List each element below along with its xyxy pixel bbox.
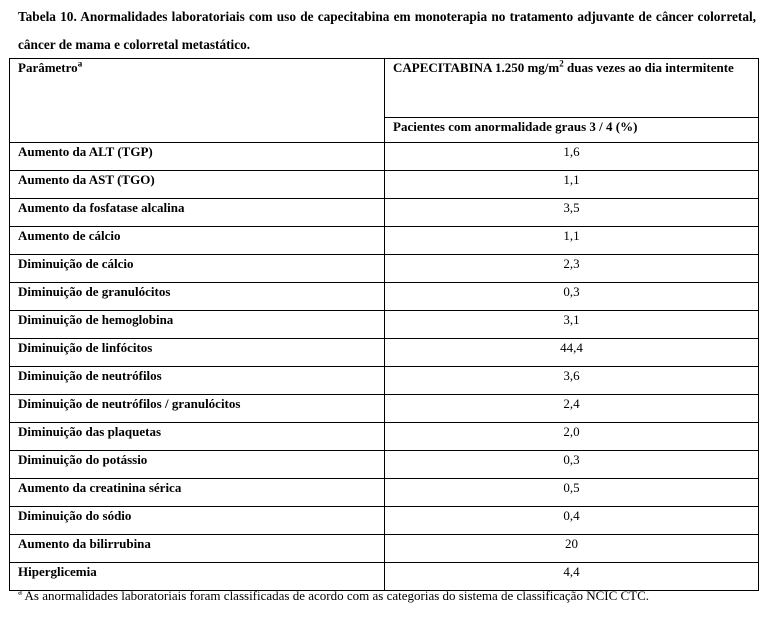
table-row bbox=[10, 171, 759, 199]
parameter-cell: Diminuição do potássio bbox=[10, 451, 385, 479]
table-row bbox=[10, 451, 759, 479]
percent-cell: 44,4 bbox=[385, 339, 759, 367]
table-row bbox=[10, 283, 759, 311]
table-row bbox=[10, 255, 759, 283]
parameter-cell: Diminuição de hemoglobina bbox=[10, 311, 385, 339]
header-parameter bbox=[10, 59, 385, 143]
parameter-cell: Diminuição do sódio bbox=[10, 507, 385, 535]
table-footnote bbox=[18, 585, 756, 607]
table-row bbox=[10, 423, 759, 451]
header-parameter-footnote-mark: a bbox=[77, 58, 83, 69]
parameter-cell: Aumento de cálcio bbox=[10, 227, 385, 255]
parameter-cell: Diminuição de cálcio bbox=[10, 255, 385, 283]
parameter-cell: Aumento da bilirrubina bbox=[10, 535, 385, 563]
parameter-cell: Diminuição de linfócitos bbox=[10, 339, 385, 367]
percent-cell: 4,4 bbox=[385, 563, 759, 591]
footnote-text: As anormalidades laboratoriais foram classificadas de acordo com as categorias do sistema de classificação NCIC CTC. bbox=[22, 588, 650, 603]
percent-cell: 0,4 bbox=[385, 507, 759, 535]
percent-cell: 3,1 bbox=[385, 311, 759, 339]
header-parameter-label: Parâmetro bbox=[18, 60, 78, 75]
percent-cell: 0,5 bbox=[385, 479, 759, 507]
table-row bbox=[10, 227, 759, 255]
parameter-cell: Diminuição de neutrófilos bbox=[10, 367, 385, 395]
percent-cell: 2,3 bbox=[385, 255, 759, 283]
parameter-cell: Aumento da fosfatase alcalina bbox=[10, 199, 385, 227]
parameter-cell: Aumento da creatinina sérica bbox=[10, 479, 385, 507]
footnote-mark: a bbox=[18, 586, 22, 597]
table-row bbox=[10, 535, 759, 563]
percent-cell: 2,4 bbox=[385, 395, 759, 423]
percent-cell: 0,3 bbox=[385, 283, 759, 311]
percent-cell: 20 bbox=[385, 535, 759, 563]
parameter-cell: Diminuição de granulócitos bbox=[10, 283, 385, 311]
table-row bbox=[10, 507, 759, 535]
percent-cell: 1,1 bbox=[385, 227, 759, 255]
table-row bbox=[10, 479, 759, 507]
header-drug-label-part2: duas vezes ao dia intermitente bbox=[563, 60, 734, 75]
table-row bbox=[10, 143, 759, 171]
table-caption: Tabela 10. Anormalidades laboratoriais com uso de capecitabina em monoterapia no tratamento adjuvante de câncer colorretal, câncer de mama e colorretal metastático. bbox=[18, 9, 756, 52]
header-drug-label-part1: CAPECITABINA 1.250 mg/m bbox=[393, 60, 560, 75]
parameter-cell: Aumento da ALT (TGP) bbox=[10, 143, 385, 171]
table-row bbox=[10, 311, 759, 339]
parameter-cell: Diminuição das plaquetas bbox=[10, 423, 385, 451]
parameter-cell: Aumento da AST (TGO) bbox=[10, 171, 385, 199]
header-drug-label-sup: 2 bbox=[559, 58, 564, 69]
table-row bbox=[10, 339, 759, 367]
header-grade-percent: Pacientes com anormalidade graus 3 / 4 (%) bbox=[385, 118, 759, 143]
parameter-cell: Hiperglicemia bbox=[10, 563, 385, 591]
header-drug-dose bbox=[385, 59, 759, 118]
lab-abnormalities-table bbox=[9, 58, 759, 591]
percent-cell: 2,0 bbox=[385, 423, 759, 451]
percent-cell: 1,6 bbox=[385, 143, 759, 171]
parameter-cell: Diminuição de neutrófilos / granulócitos bbox=[10, 395, 385, 423]
table-row bbox=[10, 395, 759, 423]
percent-cell: 0,3 bbox=[385, 451, 759, 479]
percent-cell: 1,1 bbox=[385, 171, 759, 199]
percent-cell: 3,5 bbox=[385, 199, 759, 227]
percent-cell: 3,6 bbox=[385, 367, 759, 395]
table-row bbox=[10, 367, 759, 395]
table-row bbox=[10, 199, 759, 227]
